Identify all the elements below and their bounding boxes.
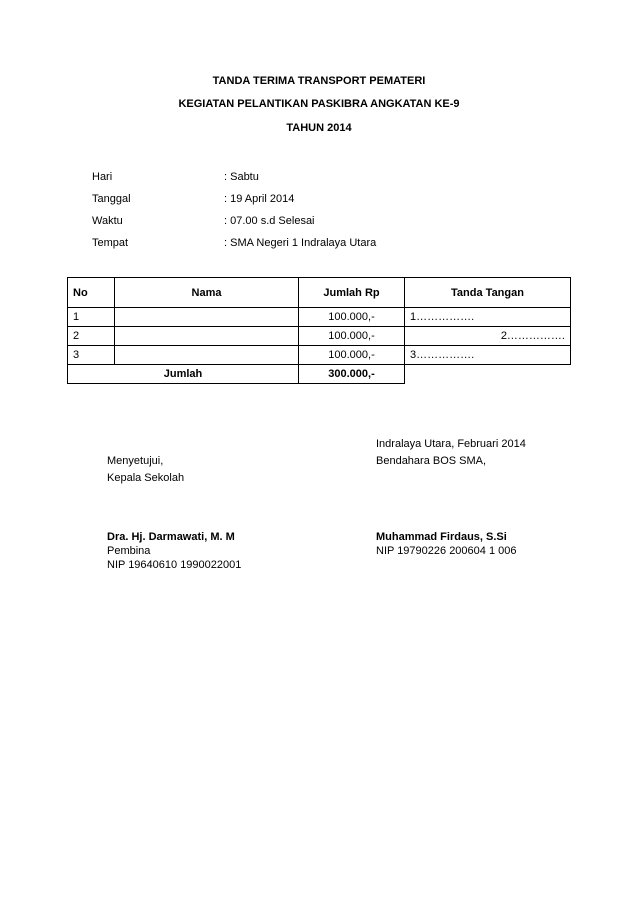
table-row — [68, 308, 571, 327]
cell-signature-line: 3……………. — [405, 346, 571, 365]
cell-jumlah: 100.000,- — [299, 327, 405, 346]
info-label: Tempat — [92, 237, 129, 249]
place-date: Indralaya Utara, Februari 2014 — [376, 438, 526, 450]
approval-heading: Menyetujui, — [107, 455, 164, 467]
cell-no: 2 — [68, 327, 115, 346]
principal-name: Dra. Hj. Darmawati, M. M — [107, 531, 235, 543]
cell-no: 3 — [68, 346, 115, 365]
cell-jumlah: 100.000,- — [299, 308, 405, 327]
info-value: : SMA Negeri 1 Indralaya Utara — [224, 237, 377, 249]
table-row — [68, 346, 571, 365]
header-no: No — [68, 278, 115, 308]
cell-nama — [115, 346, 299, 365]
table-total-row — [68, 365, 571, 384]
info-label: Tanggal — [92, 193, 131, 205]
document-subtitle: KEGIATAN PELANTIKAN PASKIBRA ANGKATAN KE-9 — [178, 98, 460, 110]
cell-nama — [115, 327, 299, 346]
table-header-row — [68, 278, 571, 308]
treasurer-name: Muhammad Firdaus, S.Si — [376, 531, 507, 543]
treasurer-heading: Bendahara BOS SMA, — [376, 455, 487, 467]
info-value: : Sabtu — [224, 171, 259, 183]
total-value: 300.000,- — [299, 365, 405, 384]
document-year: TAHUN 2014 — [286, 122, 352, 134]
cell-jumlah: 100.000,- — [299, 346, 405, 365]
cell-nama — [115, 308, 299, 327]
info-value: : 19 April 2014 — [224, 193, 295, 205]
header-nama: Nama — [115, 278, 299, 308]
header-jumlah: Jumlah Rp — [299, 278, 405, 308]
info-label: Waktu — [92, 215, 123, 227]
principal-heading: Kepala Sekolah — [107, 472, 185, 484]
document-title: TANDA TERIMA TRANSPORT PEMATERI — [212, 75, 426, 87]
header-tanda-tangan: Tanda Tangan — [405, 278, 571, 308]
cell-no: 1 — [68, 308, 115, 327]
receipt-table — [67, 277, 571, 384]
info-label: Hari — [92, 171, 113, 183]
total-label: Jumlah — [68, 365, 299, 384]
cell-signature-line: 1……………. — [405, 308, 571, 327]
cell-signature-line: 2……………. — [405, 327, 571, 346]
table-row — [68, 327, 571, 346]
treasurer-nip: NIP 19790226 200604 1 006 — [376, 545, 517, 557]
info-value: : 07.00 s.d Selesai — [224, 215, 315, 227]
principal-nip: NIP 19640610 1990022001 — [107, 559, 242, 571]
principal-role: Pembina — [107, 545, 151, 557]
empty-cell — [405, 365, 571, 384]
